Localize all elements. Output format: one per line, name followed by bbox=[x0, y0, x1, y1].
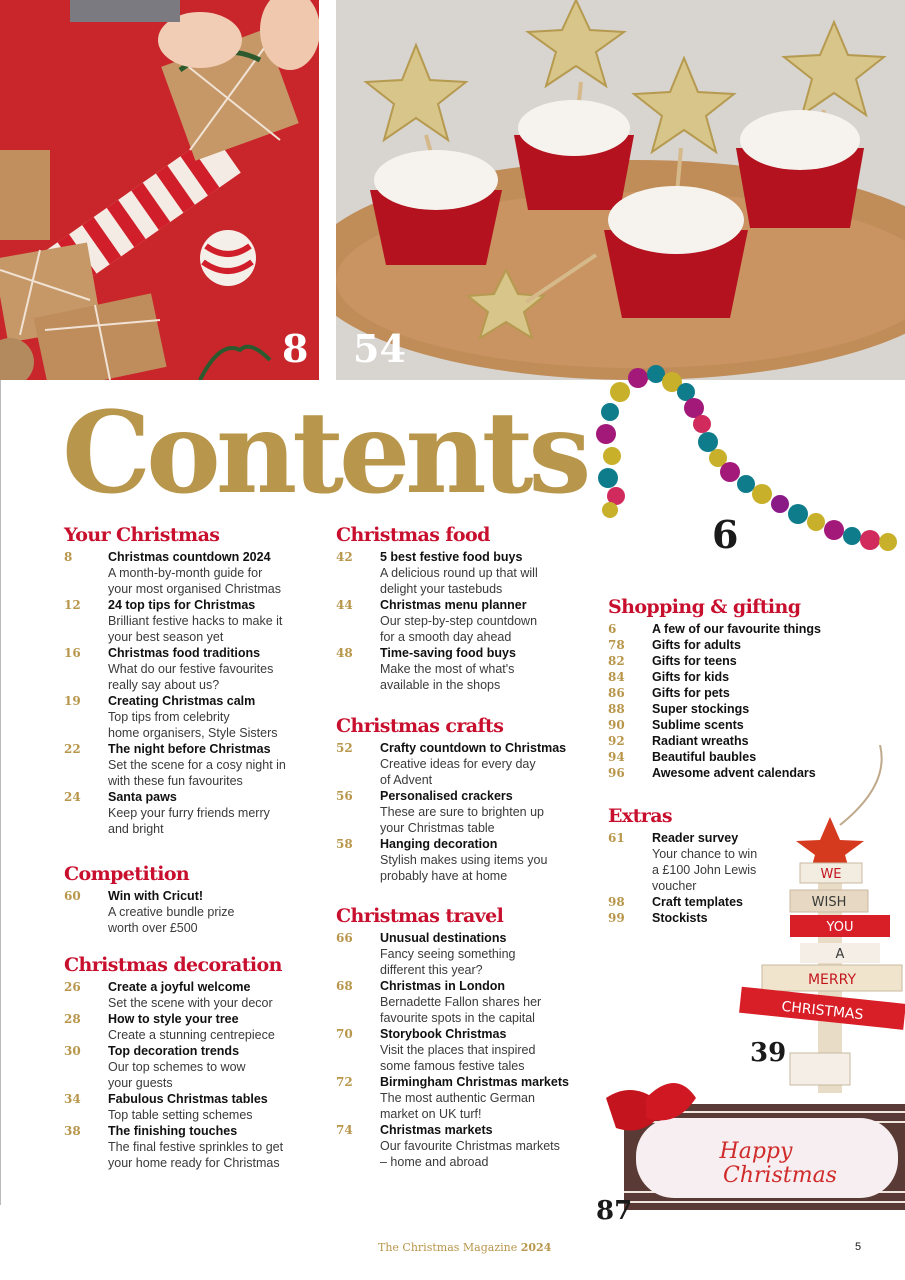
entry-page: 42 bbox=[336, 550, 353, 564]
entry-title: Gifts for kids bbox=[652, 670, 730, 684]
entry-page: 99 bbox=[608, 911, 625, 925]
signpost-word-we: WE bbox=[820, 867, 842, 882]
entry-page: 72 bbox=[336, 1075, 353, 1089]
entry-description: Our step-by-step countdown for a smooth day ahead bbox=[380, 614, 538, 644]
contents-entry[interactable] bbox=[608, 733, 848, 749]
section-christmas-decoration bbox=[64, 953, 324, 1171]
contents-entry[interactable] bbox=[336, 1122, 598, 1170]
entry-page: 70 bbox=[336, 1027, 353, 1041]
section-your-christmas bbox=[64, 523, 324, 837]
signpost-word-wish: WISH bbox=[811, 895, 847, 910]
entry-title: Create a joyful welcome bbox=[108, 980, 251, 994]
entry-page: 96 bbox=[608, 766, 625, 780]
section-heading: Shopping & gifting bbox=[608, 596, 801, 618]
entry-title: Radiant wreaths bbox=[652, 734, 749, 748]
entry-title: Christmas menu planner bbox=[380, 598, 527, 612]
contents-entry[interactable] bbox=[608, 701, 848, 717]
contents-entry[interactable] bbox=[608, 669, 848, 685]
entry-title: The night before Christmas bbox=[108, 742, 271, 756]
entry-description: Visit the places that inspired some famous festive tales bbox=[380, 1043, 536, 1073]
entry-page: 58 bbox=[336, 837, 353, 851]
section-heading: Your Christmas bbox=[64, 524, 220, 546]
entry-page: 28 bbox=[64, 1012, 81, 1026]
contents-entry[interactable] bbox=[64, 1091, 324, 1123]
entry-page: 86 bbox=[608, 686, 625, 700]
entry-page: 68 bbox=[336, 979, 353, 993]
entry-title: Christmas in London bbox=[380, 979, 505, 993]
entry-title: Christmas markets bbox=[380, 1123, 493, 1137]
contents-entry[interactable] bbox=[608, 637, 848, 653]
entry-title: 5 best festive food buys bbox=[380, 550, 523, 564]
entry-page: 84 bbox=[608, 670, 625, 684]
entry-page: 48 bbox=[336, 646, 353, 660]
entry-description: Keep your furry friends merry and bright bbox=[108, 806, 270, 836]
biscuit-text-christmas: Christmas bbox=[723, 1163, 837, 1188]
contents-entry[interactable] bbox=[64, 1011, 324, 1043]
entry-title: Fabulous Christmas tables bbox=[108, 1092, 268, 1106]
contents-entry[interactable] bbox=[336, 549, 598, 597]
entry-title: Storybook Christmas bbox=[380, 1027, 507, 1041]
contents-entry[interactable] bbox=[608, 749, 848, 765]
contents-entry[interactable] bbox=[608, 621, 848, 637]
entry-title: Stockists bbox=[652, 911, 708, 925]
entry-description: What do our festive favourites really say about us? bbox=[108, 662, 274, 692]
entry-title: Craft templates bbox=[652, 895, 743, 909]
contents-entry[interactable] bbox=[336, 740, 598, 788]
entry-page: 66 bbox=[336, 931, 353, 945]
entry-description: Stylish makes using items you probably have at home bbox=[380, 853, 548, 883]
entry-title: The finishing touches bbox=[108, 1124, 238, 1138]
entry-page: 94 bbox=[608, 750, 625, 764]
contents-entry[interactable] bbox=[64, 1043, 324, 1091]
contents-entry[interactable] bbox=[336, 836, 598, 884]
entry-title: Beautiful baubles bbox=[652, 750, 757, 764]
entry-description: Creative ideas for every day of Advent bbox=[380, 757, 536, 787]
entry-description: Our favourite Christmas markets – home and abroad bbox=[380, 1139, 560, 1169]
entry-title: Creating Christmas calm bbox=[108, 694, 256, 708]
entry-title: Win with Cricut! bbox=[108, 889, 204, 903]
gifts-photo bbox=[0, 0, 319, 380]
contents-entry[interactable] bbox=[336, 930, 598, 978]
gifts-illustration bbox=[0, 0, 319, 380]
entry-title: Santa paws bbox=[108, 790, 177, 804]
entry-title: Crafty countdown to Christmas bbox=[380, 741, 567, 755]
signpost-word-a: A bbox=[835, 947, 845, 962]
cupcakes-photo bbox=[336, 0, 905, 380]
bauble-garland-illustration bbox=[590, 360, 905, 575]
contents-entry[interactable] bbox=[64, 789, 324, 837]
entry-description: The most authentic German market on UK turf! bbox=[380, 1091, 535, 1121]
contents-entry[interactable] bbox=[336, 788, 598, 836]
entry-title: Sublime scents bbox=[652, 718, 744, 732]
entry-page: 22 bbox=[64, 742, 81, 756]
page-title: Contents bbox=[62, 388, 587, 519]
entry-title: Gifts for teens bbox=[652, 654, 737, 668]
entry-description: Make the most of what's available in the shops bbox=[380, 662, 515, 692]
entry-description: Set the scene for a cosy night in with these fun favourites bbox=[108, 758, 286, 788]
entry-description: These are sure to brighten up your Christmas table bbox=[380, 805, 544, 835]
contents-entry[interactable] bbox=[64, 979, 324, 1011]
entry-description: Fancy seeing something different this year? bbox=[380, 947, 516, 977]
entry-title: Gifts for adults bbox=[652, 638, 741, 652]
entry-page: 92 bbox=[608, 734, 625, 748]
contents-entry[interactable] bbox=[336, 645, 598, 693]
entry-description: Your chance to win a £100 John Lewis voucher bbox=[652, 847, 758, 893]
section-heading: Christmas decoration bbox=[64, 954, 282, 976]
contents-entry[interactable] bbox=[64, 693, 324, 741]
section-competition bbox=[64, 862, 324, 936]
biscuit-text-happy: Happy bbox=[719, 1139, 793, 1164]
contents-entry[interactable] bbox=[608, 685, 848, 701]
entry-page: 82 bbox=[608, 654, 625, 668]
entry-page: 44 bbox=[336, 598, 353, 612]
entry-page: 78 bbox=[608, 638, 625, 652]
entry-title: A few of our favourite things bbox=[652, 622, 821, 636]
section-extras bbox=[608, 804, 788, 926]
entry-description: A delicious round up that will delight your tastebuds bbox=[380, 566, 538, 596]
contents-entry[interactable] bbox=[64, 888, 324, 936]
contents-entry[interactable] bbox=[608, 894, 788, 910]
entry-page: 34 bbox=[64, 1092, 81, 1106]
signpost-word-you: YOU bbox=[826, 920, 854, 935]
footer-page-number: 5 bbox=[855, 1241, 862, 1253]
biscuit-page-number: 87 bbox=[596, 1196, 633, 1226]
entry-title: Gifts for pets bbox=[652, 686, 730, 700]
signpost-word-christmas: CHRISTMAS bbox=[780, 998, 865, 1024]
entry-title: Reader survey bbox=[652, 831, 739, 845]
section-shopping-gifting bbox=[608, 595, 848, 781]
entry-page: 24 bbox=[64, 790, 81, 804]
cupcakes-page-number: 54 bbox=[353, 326, 406, 371]
contents-entry[interactable] bbox=[64, 549, 324, 597]
entry-page: 8 bbox=[64, 550, 73, 564]
entry-title: Time-saving food buys bbox=[380, 646, 516, 660]
entry-description: A month-by-month guide for your most organised Christmas bbox=[108, 566, 281, 596]
contents-entry[interactable] bbox=[336, 1074, 598, 1122]
entry-title: Hanging decoration bbox=[380, 837, 498, 851]
entry-page: 30 bbox=[64, 1044, 81, 1058]
contents-entry[interactable] bbox=[608, 653, 848, 669]
contents-entry[interactable] bbox=[336, 978, 598, 1026]
entry-page: 16 bbox=[64, 646, 81, 660]
entry-title: Christmas countdown 2024 bbox=[108, 550, 271, 564]
entry-page: 12 bbox=[64, 598, 81, 612]
entry-page: 61 bbox=[608, 831, 625, 845]
entry-title: Birmingham Christmas markets bbox=[380, 1075, 569, 1089]
gifts-page-number: 8 bbox=[282, 326, 309, 371]
contents-entry[interactable] bbox=[608, 830, 788, 894]
entry-description: Top table setting schemes bbox=[108, 1108, 253, 1122]
entry-description: The final festive sprinkles to get your home ready for Christmas bbox=[108, 1140, 284, 1170]
footer-year: 2024 bbox=[520, 1241, 552, 1254]
section-christmas-travel bbox=[336, 904, 598, 1170]
entry-page: 56 bbox=[336, 789, 353, 803]
entry-description: Brilliant festive hacks to make it your best season yet bbox=[108, 614, 283, 644]
section-heading: Christmas food bbox=[336, 524, 490, 546]
contents-entry[interactable] bbox=[608, 910, 788, 926]
entry-page: 19 bbox=[64, 694, 81, 708]
footer-magazine-title: The Christmas Magazine bbox=[378, 1241, 518, 1254]
signpost-word-merry: MERRY bbox=[807, 972, 857, 988]
contents-entry[interactable] bbox=[64, 1123, 324, 1171]
entry-description: Top tips from celebrity home organisers, Style Sisters bbox=[108, 710, 278, 740]
contents-entry[interactable] bbox=[608, 717, 848, 733]
entry-page: 88 bbox=[608, 702, 625, 716]
entry-page: 26 bbox=[64, 980, 81, 994]
section-heading: Competition bbox=[64, 863, 190, 885]
contents-entry[interactable] bbox=[64, 741, 324, 789]
entry-title: Super stockings bbox=[652, 702, 750, 716]
entry-title: Unusual destinations bbox=[380, 931, 507, 945]
signpost-page-number: 39 bbox=[750, 1038, 787, 1068]
entry-title: Awesome advent calendars bbox=[652, 766, 816, 780]
entry-title: 24 top tips for Christmas bbox=[108, 598, 256, 612]
entry-description: Our top schemes to wow your guests bbox=[108, 1060, 246, 1090]
entry-description: Create a stunning centrepiece bbox=[108, 1028, 275, 1042]
entry-page: 38 bbox=[64, 1124, 81, 1138]
left-margin-rule bbox=[0, 380, 1, 1205]
contents-entry[interactable] bbox=[336, 597, 598, 645]
section-heading: Extras bbox=[608, 805, 673, 827]
entry-title: Personalised crackers bbox=[380, 789, 513, 803]
section-heading: Christmas crafts bbox=[336, 715, 504, 737]
entry-page: 52 bbox=[336, 741, 353, 755]
baubles-page-number: 6 bbox=[712, 512, 739, 557]
entry-title: Top decoration trends bbox=[108, 1044, 240, 1058]
entry-description: A creative bundle prize worth over £500 bbox=[108, 905, 235, 935]
dog-biscuit-illustration bbox=[606, 1078, 905, 1210]
entry-description: Bernadette Fallon shares her favourite spots in the capital bbox=[380, 995, 542, 1025]
entry-page: 60 bbox=[64, 889, 81, 903]
section-christmas-food bbox=[336, 523, 598, 693]
contents-entry[interactable] bbox=[608, 765, 848, 781]
entry-title: How to style your tree bbox=[108, 1012, 239, 1026]
entry-description: Set the scene with your decor bbox=[108, 996, 273, 1010]
cupcakes-illustration bbox=[336, 0, 905, 380]
entry-page: 6 bbox=[608, 622, 617, 636]
entry-page: 98 bbox=[608, 895, 625, 909]
contents-entry[interactable] bbox=[64, 645, 324, 693]
contents-entry[interactable] bbox=[336, 1026, 598, 1074]
page-footer bbox=[0, 1241, 905, 1257]
entry-page: 74 bbox=[336, 1123, 353, 1137]
contents-entry[interactable] bbox=[64, 597, 324, 645]
entry-title: Christmas food traditions bbox=[108, 646, 261, 660]
section-heading: Christmas travel bbox=[336, 905, 504, 927]
footer-magazine-name bbox=[378, 1241, 551, 1254]
section-christmas-crafts bbox=[336, 714, 598, 884]
entry-page: 90 bbox=[608, 718, 625, 732]
